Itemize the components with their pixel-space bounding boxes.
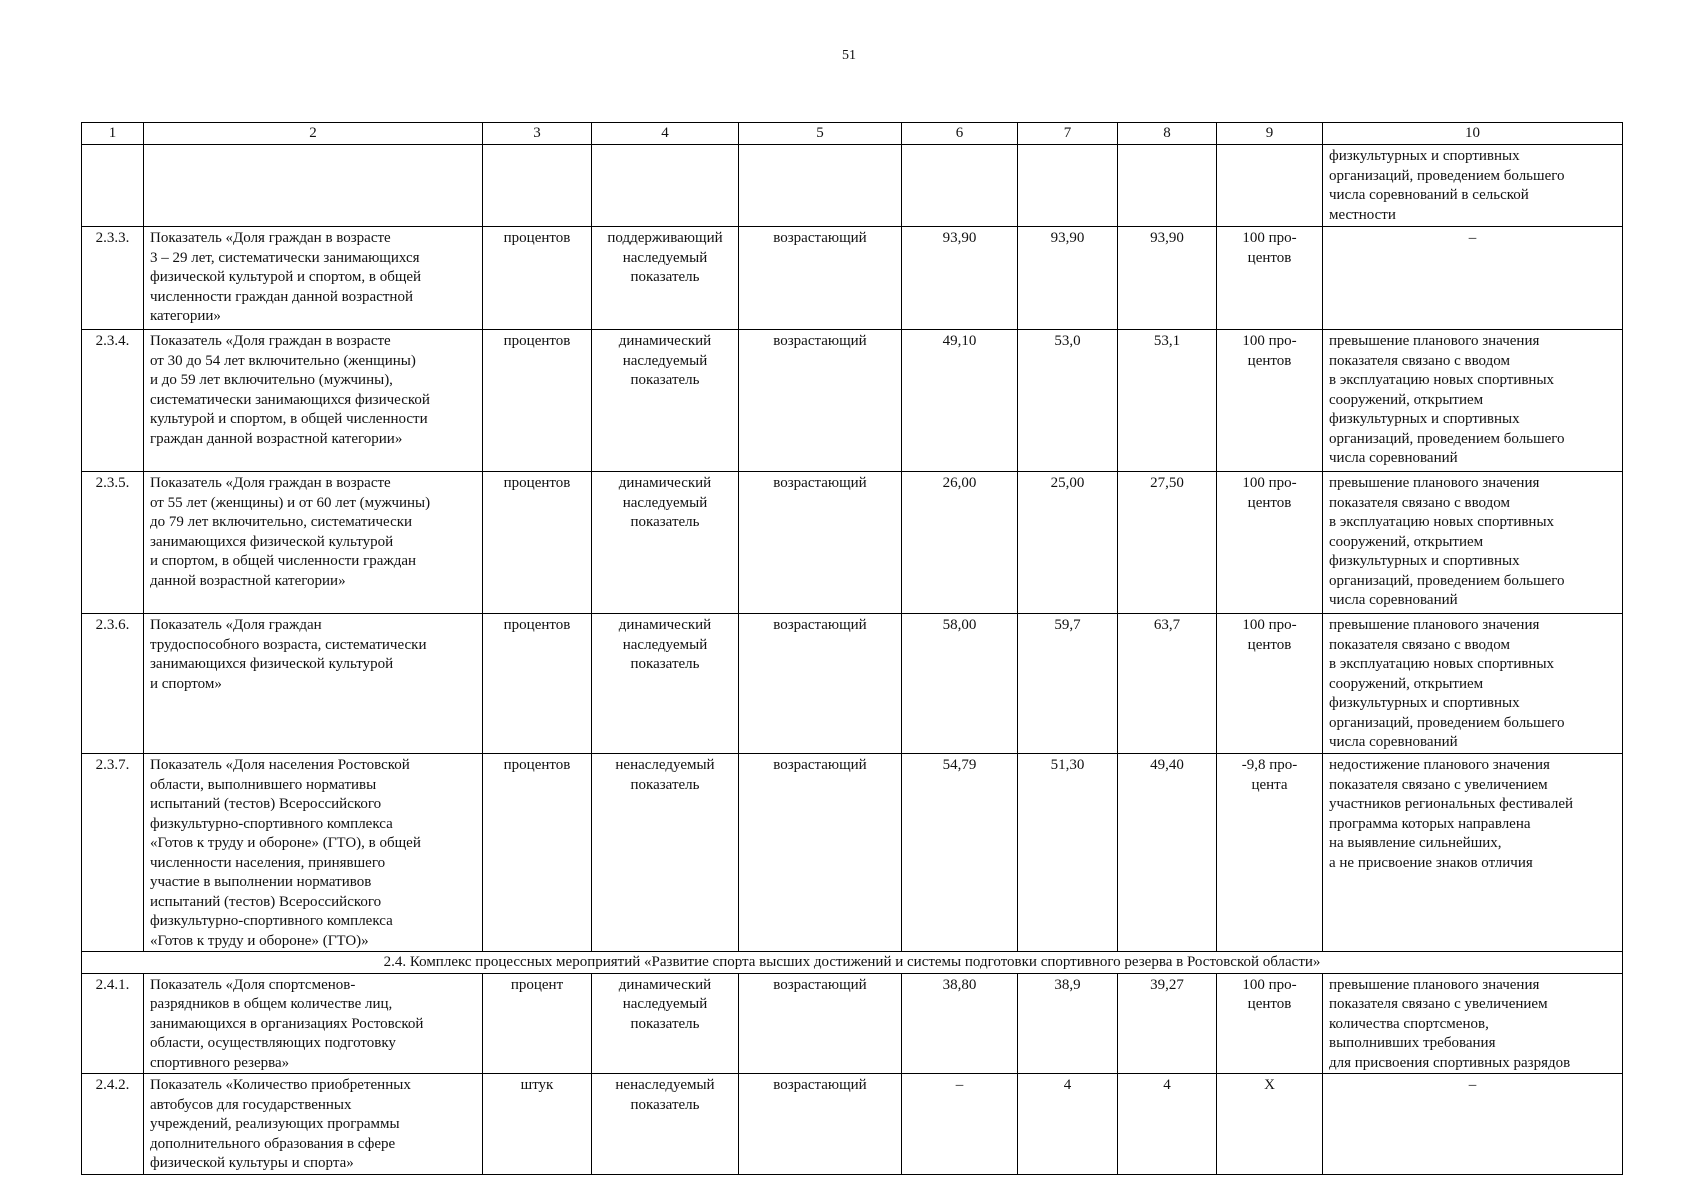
header-cell: 3 (483, 123, 592, 145)
result-cell: 100 про- центов (1217, 614, 1323, 754)
value-cell: 93,90 (902, 227, 1018, 330)
continuation-row (82, 145, 1623, 227)
table-row (82, 227, 1623, 330)
value-cell: 4 (1118, 1074, 1217, 1175)
row-number: 2.3.7. (82, 754, 144, 952)
note-cell: – (1323, 227, 1623, 330)
direction-cell: возрастающий (739, 472, 902, 614)
table-row (82, 330, 1623, 472)
table-row (82, 1074, 1623, 1175)
note-cell: превышение планового значения показателя связано с увеличением количества спортсменов, выполнивших требования для присвоения спортивных разрядов (1323, 973, 1623, 1074)
unit-cell: процентов (483, 472, 592, 614)
value-cell: 93,90 (1018, 227, 1118, 330)
note-cell: превышение планового значения показателя связано с вводом в эксплуатацию новых спортивных сооружений, открытием физкультурных и спортивных организаций, проведением большего числа соревнований (1323, 614, 1623, 754)
indicator-name: Показатель «Доля граждан в возрасте от 30 до 54 лет включительно (женщины) и до 59 лет включительно (мужчины), систематически занимающихся физической культурой и спортом, в общей численности граждан данной возрастной категории» (144, 330, 483, 472)
value-cell: 39,27 (1118, 973, 1217, 1074)
row-number: 2.4.2. (82, 1074, 144, 1175)
header-cell: 7 (1018, 123, 1118, 145)
value-cell: 51,30 (1018, 754, 1118, 952)
header-cell: 6 (902, 123, 1018, 145)
note-cell: превышение планового значения показателя связано с вводом в эксплуатацию новых спортивных сооружений, открытием физкультурных и спортивных организаций, проведением большего числа соревнований (1323, 330, 1623, 472)
note-cell: недостижение планового значения показателя связано с увеличением участников региональных фестивалей программа которых направлена на выявление сильнейших, а не присвоение знаков отличия (1323, 754, 1623, 952)
indicator-name: Показатель «Доля спортсменов- разрядников в общем количестве лиц, занимающихся в организациях Ростовской области, осуществляющих подготовку спортивного резерва» (144, 973, 483, 1074)
note-cell: – (1323, 1074, 1623, 1175)
table-row (82, 614, 1623, 754)
value-cell: 4 (1018, 1074, 1118, 1175)
row-number: 2.3.3. (82, 227, 144, 330)
value-cell: 38,9 (1018, 973, 1118, 1074)
header-cell: 4 (592, 123, 739, 145)
result-cell: 100 про- центов (1217, 973, 1323, 1074)
unit-cell: штук (483, 1074, 592, 1175)
header-cell: 10 (1323, 123, 1623, 145)
header-cell: 5 (739, 123, 902, 145)
row-number: 2.3.6. (82, 614, 144, 754)
indicator-type: поддерживающий наследуемый показатель (592, 227, 739, 330)
indicator-name: Показатель «Доля населения Ростовской области, выполнившего нормативы испытаний (тестов) Всероссийского физкультурно-спортивного комплекса «Готов к труду и обороне» (ГТО), в общей численности населения, принявшего участие в выполнении нормативов испытаний (тестов) Всероссийского физкультурно-спортивного комплекса «Готов к труду и обороне» (ГТО)» (144, 754, 483, 952)
table-row (82, 754, 1623, 952)
direction-cell: возрастающий (739, 1074, 902, 1175)
row-number: 2.3.5. (82, 472, 144, 614)
direction-cell: возрастающий (739, 754, 902, 952)
table-row (82, 973, 1623, 1074)
direction-cell: возрастающий (739, 330, 902, 472)
unit-cell: процентов (483, 614, 592, 754)
header-cell: 8 (1118, 123, 1217, 145)
direction-cell: возрастающий (739, 614, 902, 754)
row-number: 2.4.1. (82, 973, 144, 1074)
indicator-type: динамический наследуемый показатель (592, 472, 739, 614)
value-cell: 59,7 (1018, 614, 1118, 754)
result-cell: 100 про- центов (1217, 227, 1323, 330)
result-cell: -9,8 про- цента (1217, 754, 1323, 952)
page-number: 51 (842, 48, 856, 63)
value-cell: 53,1 (1118, 330, 1217, 472)
row-number: 2.3.4. (82, 330, 144, 472)
value-cell: 58,00 (902, 614, 1018, 754)
indicator-name: Показатель «Количество приобретенных автобусов для государственных учреждений, реализующих программы дополнительного образования в сфере физической культуры и спорта» (144, 1074, 483, 1175)
unit-cell: процентов (483, 227, 592, 330)
unit-cell: процент (483, 973, 592, 1074)
section-row (82, 952, 1623, 974)
value-cell: 38,80 (902, 973, 1018, 1074)
table-row (82, 472, 1623, 614)
indicator-type: динамический наследуемый показатель (592, 330, 739, 472)
note-cell: физкультурных и спортивных организаций, проведением большего числа соревнований в сельской местности (1323, 145, 1623, 227)
direction-cell: возрастающий (739, 973, 902, 1074)
value-cell: 93,90 (1118, 227, 1217, 330)
value-cell: 54,79 (902, 754, 1018, 952)
unit-cell: процентов (483, 754, 592, 952)
indicator-type: ненаследуемый показатель (592, 1074, 739, 1175)
value-cell: – (902, 1074, 1018, 1175)
direction-cell: возрастающий (739, 227, 902, 330)
indicator-name: Показатель «Доля граждан трудоспособного возраста, систематически занимающихся физической культурой и спортом» (144, 614, 483, 754)
value-cell: 53,0 (1018, 330, 1118, 472)
unit-cell: процентов (483, 330, 592, 472)
indicator-name: Показатель «Доля граждан в возрасте от 55 лет (женщины) и от 60 лет (мужчины) до 79 лет включительно, систематически занимающихся физической культурой и спортом, в общей численности граждан данной возрастной категории» (144, 472, 483, 614)
indicators-table (81, 122, 1623, 1175)
header-row (82, 123, 1623, 145)
section-title: 2.4. Комплекс процессных мероприятий «Развитие спорта высших достижений и системы подготовки спортивного резерва в Ростовской области» (82, 952, 1623, 974)
value-cell: 49,40 (1118, 754, 1217, 952)
note-cell: превышение планового значения показателя связано с вводом в эксплуатацию новых спортивных сооружений, открытием физкультурных и спортивных организаций, проведением большего числа соревнований (1323, 472, 1623, 614)
indicator-type: ненаследуемый показатель (592, 754, 739, 952)
result-cell: 100 про- центов (1217, 472, 1323, 614)
value-cell: 49,10 (902, 330, 1018, 472)
value-cell: 25,00 (1018, 472, 1118, 614)
header-cell: 1 (82, 123, 144, 145)
indicator-name: Показатель «Доля граждан в возрасте 3 – 29 лет, систематически занимающихся физической культурой и спортом, в общей численности граждан данной возрастной категории» (144, 227, 483, 330)
header-cell: 2 (144, 123, 483, 145)
indicator-type: динамический наследуемый показатель (592, 614, 739, 754)
result-cell: Х (1217, 1074, 1323, 1175)
value-cell: 63,7 (1118, 614, 1217, 754)
value-cell: 26,00 (902, 472, 1018, 614)
indicator-type: динамический наследуемый показатель (592, 973, 739, 1074)
result-cell: 100 про- центов (1217, 330, 1323, 472)
header-cell: 9 (1217, 123, 1323, 145)
value-cell: 27,50 (1118, 472, 1217, 614)
